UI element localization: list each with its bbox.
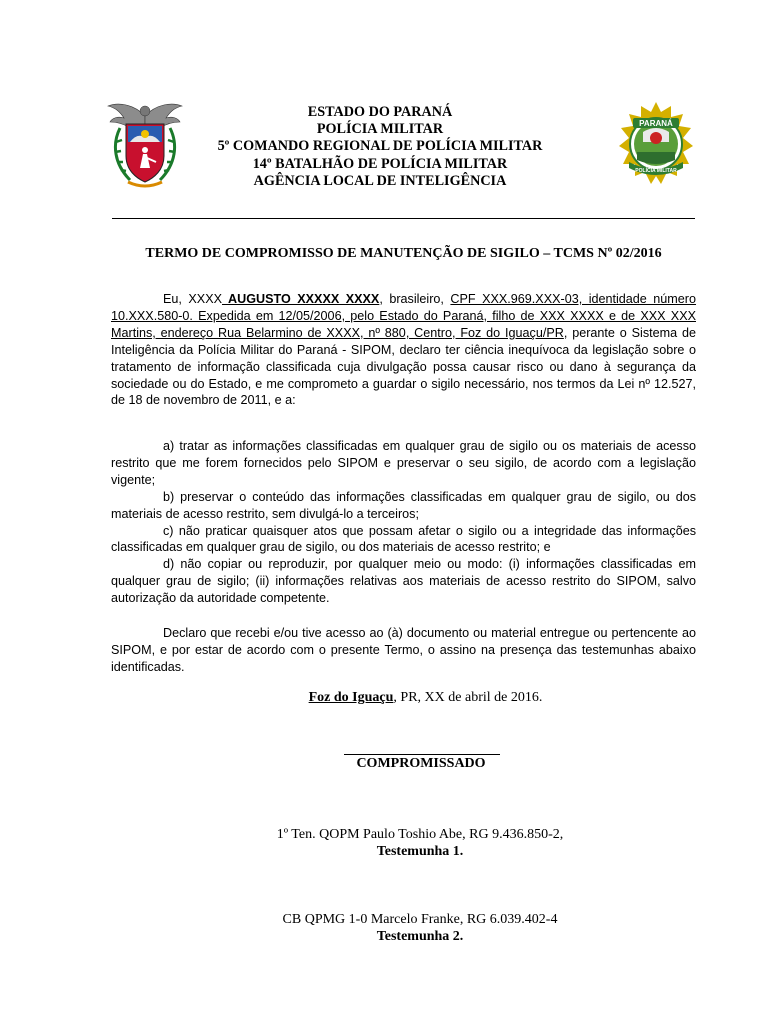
badge-bottom-text: POLÍCIA MILITAR: [635, 168, 677, 174]
identity-details: CPF XXX.969.XXX-03, identidade número 10.XXX.580-0. Expedida em 12/05/2006, pelo Estado do Paraná, filho de XXX XXXX e de XXX XXX Martins, endereço Rua Belarmino de XXXX, nº 880, Centro, Foz do Iguaçu/PR: [111, 292, 697, 340]
header-line-3: 5º COMANDO REGIONAL DE POLÍCIA MILITAR: [217, 138, 543, 155]
commitment-paragraph: [111, 291, 696, 409]
date-rest: , PR, XX de abril de 2016.: [393, 690, 543, 705]
document-title: TERMO DE COMPROMISSO DE MANUTENÇÃO DE SIGILO – TCMS Nº 02/2016: [145, 246, 662, 261]
intro-eu: Eu, XXXX: [163, 292, 222, 306]
witness-2-label: Testemunha 2.: [376, 929, 464, 944]
signature-line: [344, 754, 500, 755]
witness-1-label: Testemunha 1.: [376, 844, 464, 859]
obligation-c: c) não praticar quaisquer atos que possam afetar o sigilo ou a integridade das informações classificadas em qualquer grau de sigilo, ou dos materiais de acesso restrito; e: [111, 523, 696, 555]
declaration-text: Declaro que recebi e/ou tive acesso ao (à) documento ou material entregue ou pertencente ao SIPOM, e por estar de acordo com o presente Termo, o assino na presença das testemunhas abaixo identificadas.: [111, 626, 696, 674]
committed-name: AUGUSTO XXXXX XXXX: [222, 292, 380, 306]
header-line-2: POLÍCIA MILITAR: [316, 121, 444, 138]
header-divider: [112, 218, 695, 219]
witness-2-name: CB QPMG 1-0 Marcelo Franke, RG 6.039.402-4: [282, 912, 558, 927]
witness-1-name: 1º Ten. QOPM Paulo Toshio Abe, RG 9.436.850-2,: [276, 827, 564, 842]
policia-militar-badge-icon: [617, 102, 695, 188]
document-header: [200, 104, 560, 190]
obligation-b: b) preservar o conteúdo das informações classificadas em qualquer grau de sigilo, ou dos materiais de acesso restrito, sem divulgá-lo a terceiros;: [111, 489, 696, 521]
header-line-1: ESTADO DO PARANÁ: [307, 104, 453, 120]
date-city: Foz do Iguaçu: [308, 690, 394, 705]
obligation-a: a) tratar as informações classificadas em qualquer grau de sigilo ou os materiais de acesso restrito que me forem fornecidos pelo SIPOM e preservar o seu sigilo, de acordo com a legislação vigente;: [111, 439, 696, 487]
declaration-paragraph: [111, 625, 696, 676]
parana-coat-of-arms-icon: [106, 98, 184, 190]
signature-label: COMPROMISSADO: [356, 756, 486, 771]
obligation-d: d) não copiar ou reproduzir, por qualquer meio ou modo: (i) informações classificadas em qualquer grau de sigilo; (ii) informações relativas aos materiais de acesso restrito do SIPOM, salvo autorização da autoridade competente.: [111, 557, 696, 606]
header-line-5: AGÊNCIA LOCAL DE INTELIGÊNCIA: [253, 172, 507, 189]
place-date: [112, 690, 739, 706]
header-line-4: 14º BATALHÃO DE POLÍCIA MILITAR: [252, 155, 508, 172]
obligations-list: [111, 438, 696, 607]
witness-2: [150, 911, 690, 945]
witness-1: [150, 826, 690, 860]
nationality-text: , brasileiro,: [379, 292, 451, 306]
badge-top-text: PARANÁ: [639, 119, 673, 128]
commitment-text: , perante o Sistema de Inteligência da Polícia Militar do Paraná - SIPOM, declaro ter ciência inequívoca da legislação sobre o tratamento de informação classificada cuja divulgação possa causar risco ou dano à segurança da sociedade ou do Estado, e me comprometo a guardar o sigilo necessário, nos termos da Lei nº 12.527, de 18 de novembro de 2011, e a:: [111, 325, 697, 408]
